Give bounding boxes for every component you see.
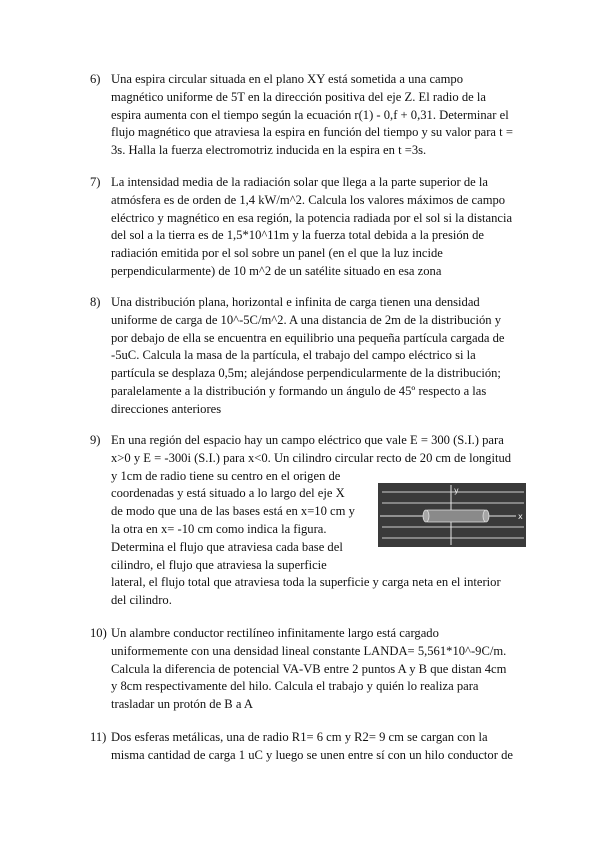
text-line: misma cantidad de carga 1 uC y luego se unen entre sí con un hilo conductor de (111, 747, 513, 762)
problem-text (111, 71, 530, 160)
text-line: eléctrico y magnético en esa región, la potencia radiada por el sol si la distancia (111, 210, 513, 225)
problem-number: 11) (90, 730, 107, 744)
problem-number: 6) (90, 72, 101, 86)
text-line: uniformemente con una densidad lineal constante LANDA= 5,561*10^-9C/m. (111, 643, 507, 658)
text-line: 3s. Halla la fuerza electromotriz inducida en la espira en t =3s. (111, 143, 427, 158)
problem-7 (90, 174, 530, 281)
problem-text (111, 174, 530, 281)
text-line: espira aumenta con el tiempo según la ecuación r(1) - 0,f + 0,31. Determinar el (111, 107, 509, 122)
text-line: Determina el flujo que atraviesa cada base del (111, 539, 343, 554)
text-line: x>0 y E = -300i (S.I.) para x<0. Un cilindro circular recto de 20 cm de longitud (111, 450, 512, 465)
text-line: perpendicularmente) de 10 m^2 de un satélite situado en esa zona (111, 263, 442, 278)
text-line: Una espira circular situada en el plano XY está sometida a una campo (111, 72, 464, 86)
text-line: -5uC. Calcula la masa de la partícula, el trabajo del campo eléctrico si la (111, 348, 476, 363)
text-line: y 8cm respectivamente del hilo. Calcula el trabajo y quién lo realiza para (111, 679, 479, 694)
cylinder-base-right (483, 510, 489, 522)
text-line: direcciones anteriores (111, 401, 222, 416)
problem-number: 10) (90, 626, 107, 640)
x-axis-label: x (518, 512, 523, 521)
problem-8 (90, 294, 530, 419)
text-line: flujo magnético que atraviesa la espira en función del tiempo y su valor para t = (111, 125, 513, 140)
text-line: Un alambre conductor rectilíneo infinitamente largo está cargado (111, 626, 439, 640)
problem-number: 9) (90, 433, 101, 447)
text-line: cilindro, el flujo que atraviesa la superficie (111, 557, 327, 572)
cylinder-field-figure (378, 483, 526, 547)
text-line: La intensidad media de la radiación solar que llega a la parte superior de la (111, 175, 488, 189)
text-line: partícula se desplaza 0,5m; alejándose perpendicularmente de la distribución; (111, 366, 501, 381)
problem-number: 8) (90, 295, 101, 309)
text-line: magnético uniforme de 5T en la dirección positiva del eje Z. El radio de la (111, 89, 486, 104)
text-line: de modo que una de las bases está en x=10 cm y (111, 504, 355, 519)
text-line: coordenadas y está situado a lo largo del eje X (111, 486, 345, 501)
text-line: la otra en x= -10 cm como indica la figura. (111, 521, 327, 536)
text-line: lateral, el flujo total que atraviesa toda la superficie y carga neta en el interior (111, 575, 501, 590)
text-line: radiación emitida por el sol sobre un panel (en el que la luz incide (111, 246, 443, 261)
text-line: por debajo de ella se encuentra en equilibrio una pequeña partícula cargada de (111, 330, 505, 345)
text-line: uniforme de carga de 10^-5C/m^2. A una distancia de 2m de la distribución y (111, 312, 502, 327)
text-line: atmósfera es de orden de 1,4 kW/m^2. Calcula los valores máximos de campo (111, 192, 506, 207)
text-line: del cilindro. (111, 593, 172, 608)
problem-text (111, 729, 530, 765)
text-line: trasladar un protón de B a A (111, 697, 253, 712)
problem-text (111, 294, 530, 419)
text-line: y 1cm de radio tiene su centro en el origen de (111, 468, 341, 483)
y-axis-label: y (454, 486, 459, 495)
problem-6 (90, 71, 530, 160)
problem-11 (90, 729, 530, 765)
cylinder (426, 510, 486, 522)
text-line: Una distribución plana, horizontal e infinita de carga tienen una densidad (111, 295, 480, 309)
text-line: del sol a la tierra es de 1,5*10^11m y la fuerza total debida a la presión de (111, 228, 484, 243)
text-line: paralelamente a la distribución y formando un ángulo de 45º respecto a las (111, 383, 487, 398)
problem-text (111, 625, 530, 714)
text-line: En una región del espacio hay un campo eléctrico que vale E = 300 (S.I.) para (111, 433, 504, 447)
problem-number: 7) (90, 175, 101, 189)
cylinder-base-left (423, 510, 429, 522)
text-line: Dos esferas metálicas, una de radio R1= 6 cm y R2= 9 cm se cargan con la (111, 730, 488, 744)
problem-10 (90, 625, 530, 714)
text-line: Calcula la diferencia de potencial VA-VB entre 2 puntos A y B que distan 4cm (111, 661, 507, 676)
